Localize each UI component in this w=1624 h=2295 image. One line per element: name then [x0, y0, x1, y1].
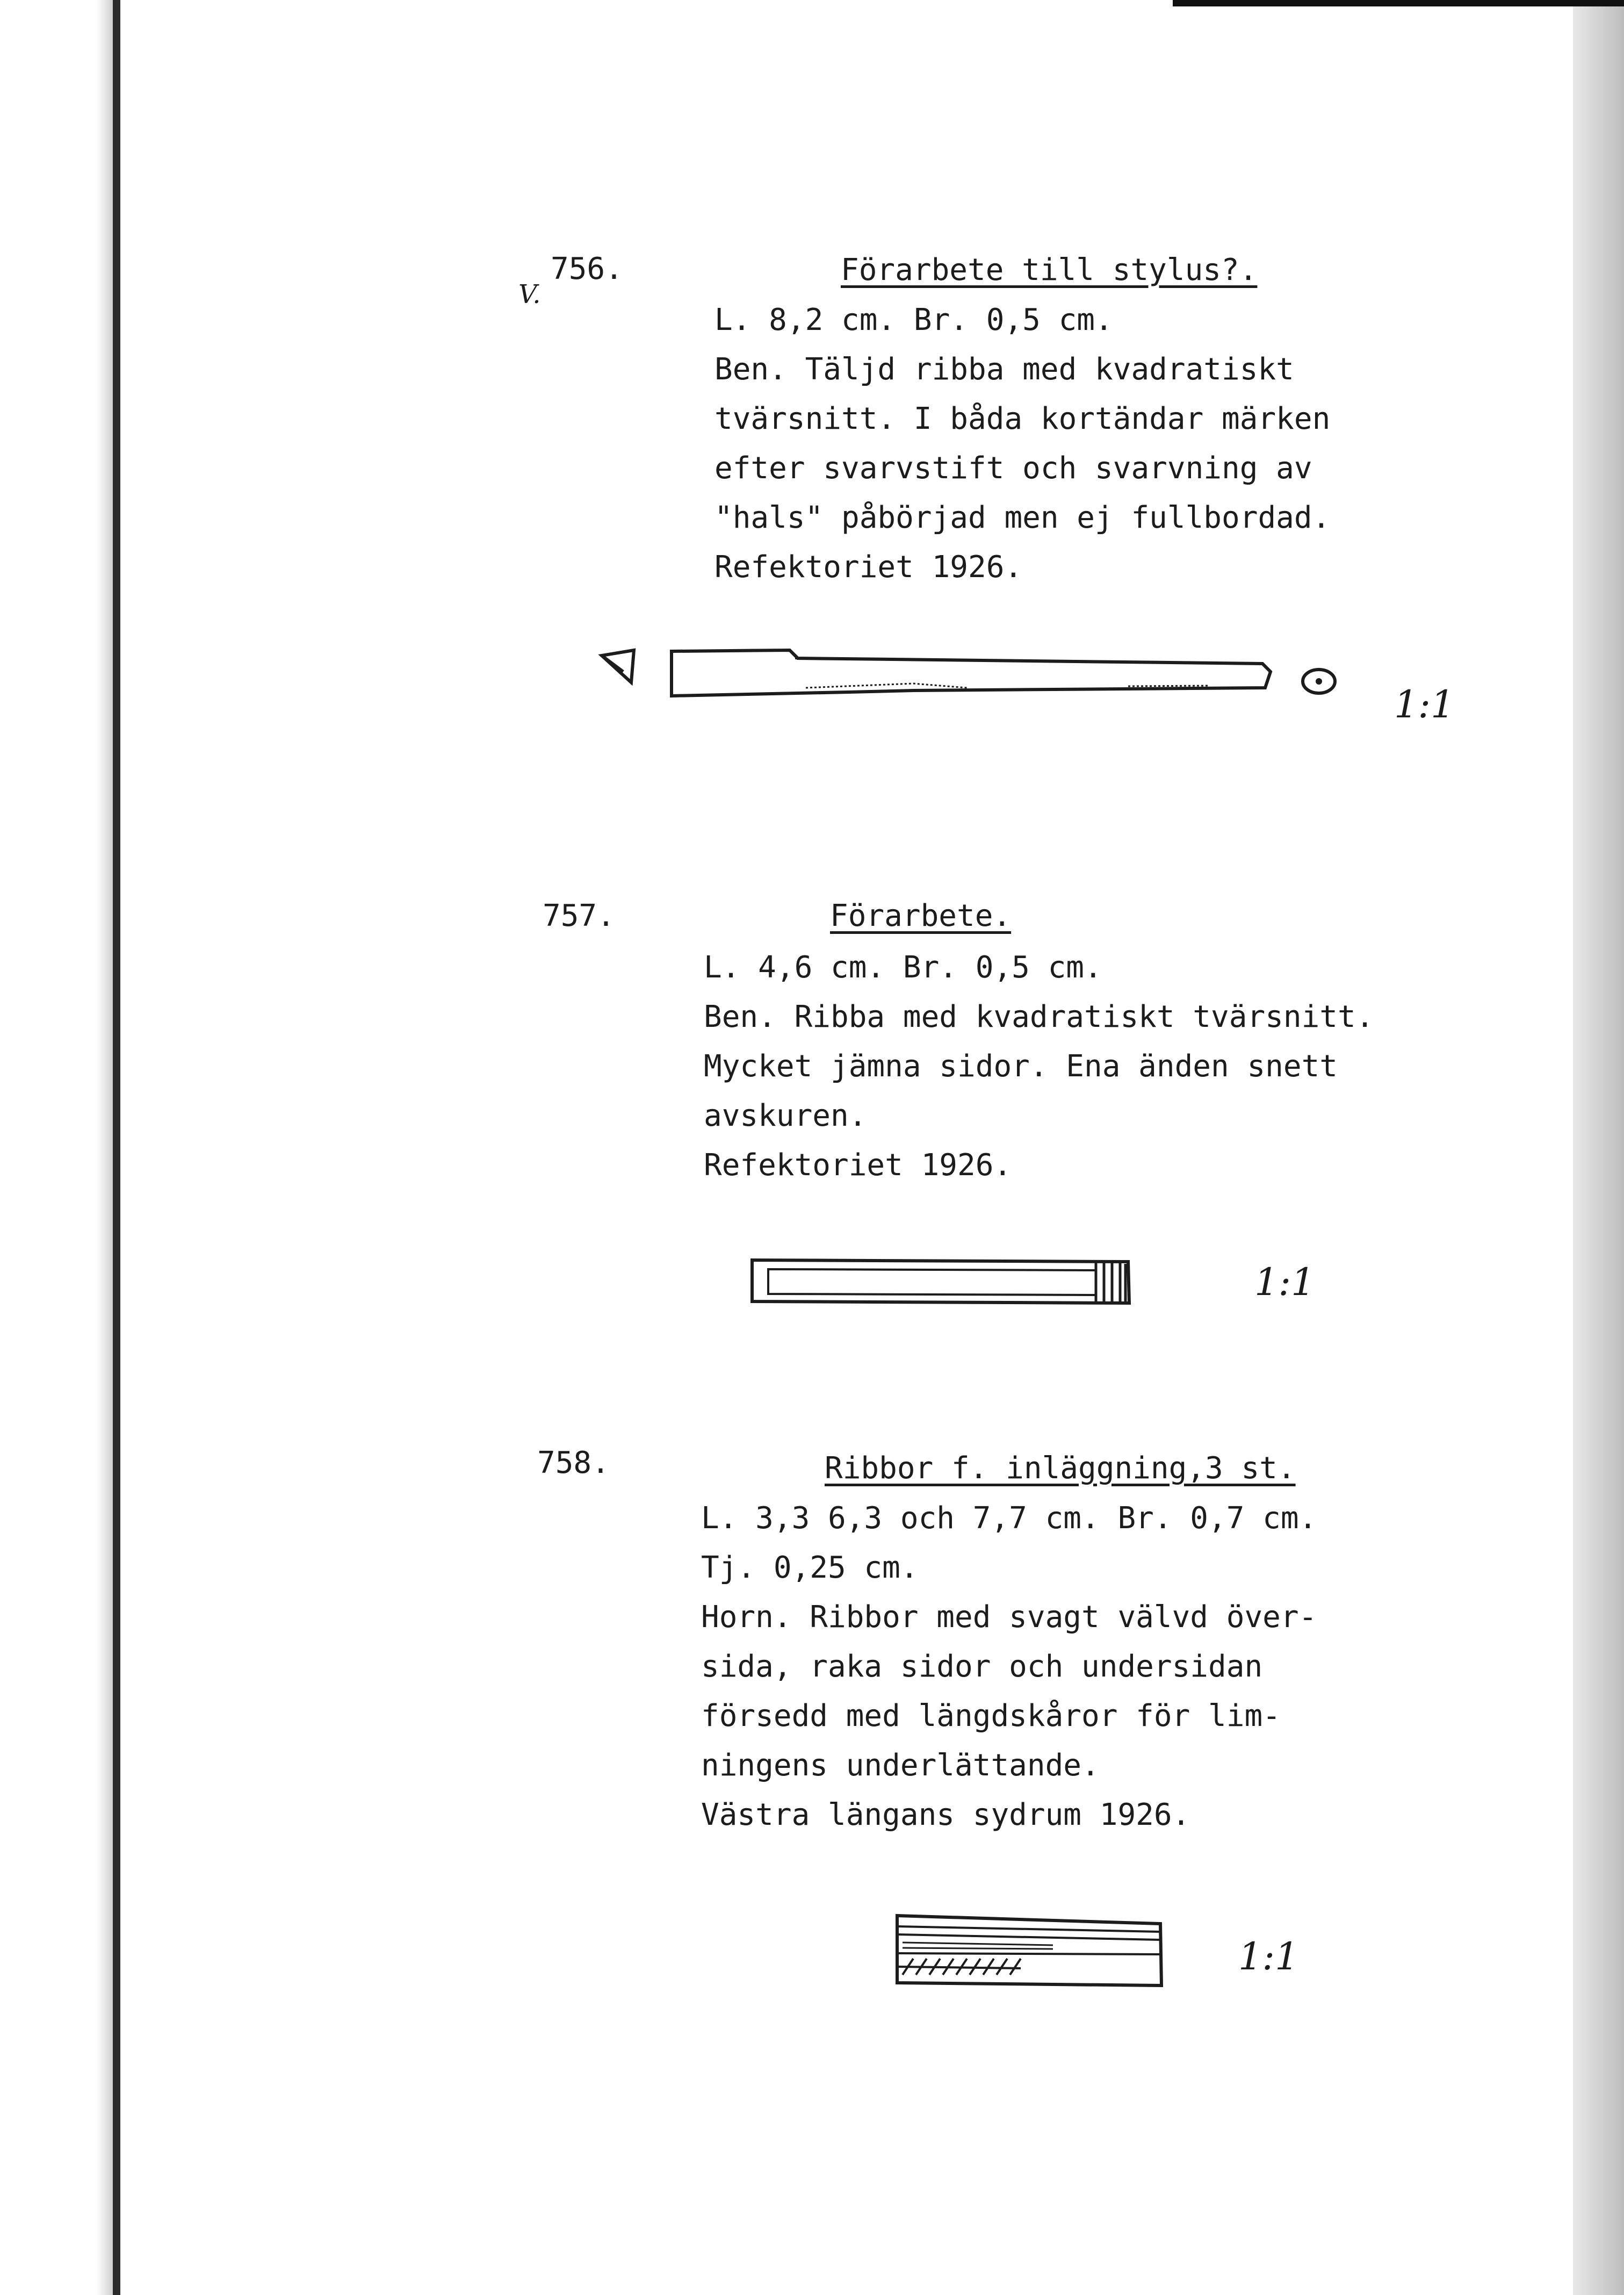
description-line: Ben. Ribba med kvadratiskt tvärsnitt.	[704, 999, 1374, 1034]
description-line: L. 4,6 cm. Br. 0,5 cm.	[704, 950, 1102, 985]
description-line: försedd med längdskåror för lim-	[701, 1699, 1281, 1733]
top-edge-strip	[1173, 0, 1624, 6]
description-line: avskuren.	[704, 1098, 867, 1133]
description-line: ningens underlättande.	[701, 1748, 1100, 1783]
description-line: Tj. 0,25 cm.	[701, 1550, 919, 1585]
description-line: Refektoriet 1926.	[704, 1148, 1012, 1183]
scale-label: 1:1	[1238, 1934, 1299, 1979]
inlay-ribs-drawing	[892, 1910, 1171, 1991]
scale-label: 1:1	[1394, 682, 1455, 726]
entry-title: Förarbete till stylus?.	[841, 253, 1258, 287]
description-line: tvärsnitt. I båda kortändar märken	[714, 401, 1331, 436]
description-line: Refektoriet 1926.	[714, 550, 1023, 585]
description-line: efter svarvstift och svarvning av	[714, 451, 1312, 486]
entry-description	[701, 1494, 1317, 1840]
entry-check-mark: V.	[518, 279, 541, 310]
description-line: sida, raka sidor och undersidan	[701, 1649, 1263, 1684]
description-line: Mycket jämna sidor. Ena änden snett	[704, 1049, 1338, 1084]
description-line: Västra längans sydrum 1926.	[701, 1797, 1190, 1832]
entry-description	[714, 296, 1330, 592]
entry-number: 758.	[537, 1445, 610, 1480]
binding-shadow	[97, 0, 113, 2295]
description-line: L. 8,2 cm. Br. 0,5 cm.	[714, 303, 1113, 337]
entry-number: 757.	[543, 898, 615, 933]
entry-number: 756.	[551, 251, 623, 286]
stylus-blank-drawing	[591, 634, 1370, 720]
description-line: Ben. Täljd ribba med kvadratiskt	[714, 352, 1294, 387]
entry-title: Ribbor f. inläggning,3 st.	[825, 1451, 1296, 1486]
description-line: L. 3,3 6,3 och 7,7 cm. Br. 0,7 cm.	[701, 1501, 1317, 1536]
binding-edge	[113, 0, 120, 2295]
scale-label: 1:1	[1254, 1260, 1315, 1304]
rib-blank-drawing	[747, 1252, 1144, 1311]
description-line: Horn. Ribbor med svagt välvd över-	[701, 1600, 1317, 1635]
page-right-edge	[1573, 0, 1624, 2295]
entry-description	[704, 943, 1374, 1190]
description-line: "hals" påbörjad men ej fullbordad.	[714, 500, 1331, 535]
entry-title: Förarbete.	[830, 898, 1012, 933]
